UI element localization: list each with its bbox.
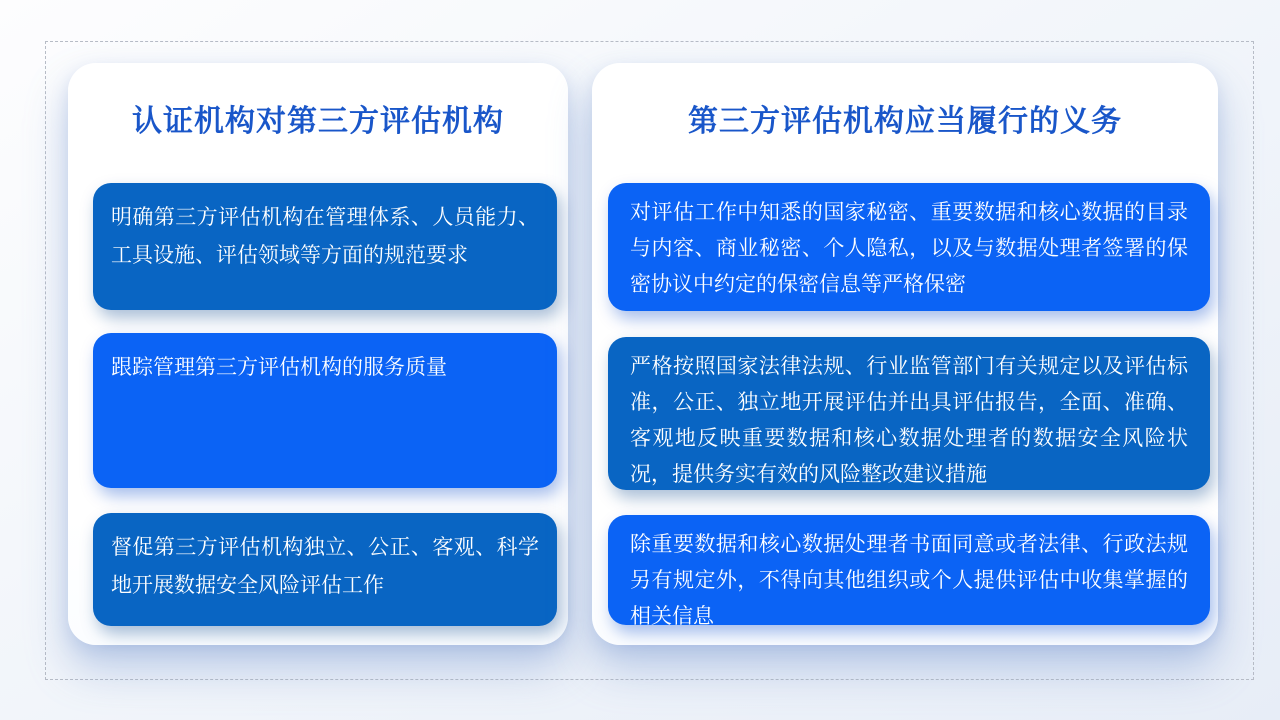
left-info-box-3: 督促第三方评估机构独立、公正、客观、科学地开展数据安全风险评估工作: [93, 513, 557, 626]
left-info-box-2: 跟踪管理第三方评估机构的服务质量: [93, 333, 557, 488]
left-panel: [68, 63, 568, 645]
left-info-box-1: 明确第三方评估机构在管理体系、人员能力、工具设施、评估领域等方面的规范要求: [93, 183, 557, 310]
left-panel-title: 认证机构对第三方评估机构: [132, 105, 504, 138]
right-panel-title: 第三方评估机构应当履行的义务: [688, 105, 1122, 138]
right-info-box-2: 严格按照国家法律法规、行业监管部门有关规定以及评估标准，公正、独立地开展评估并出具评估报告，全面、准确、客观地反映重要数据和核心数据处理者的数据安全风险状况，提供务实有效的风险整改建议措施: [608, 337, 1210, 490]
right-info-box-1: 对评估工作中知悉的国家秘密、重要数据和核心数据的目录与内容、商业秘密、个人隐私，以及与数据处理者签署的保密协议中约定的保密信息等严格保密: [608, 183, 1210, 311]
right-panel: [592, 63, 1218, 645]
right-info-box-3: 除重要数据和核心数据处理者书面同意或者法律、行政法规另有规定外，不得向其他组织或个人提供评估中收集掌握的相关信息: [608, 515, 1210, 625]
